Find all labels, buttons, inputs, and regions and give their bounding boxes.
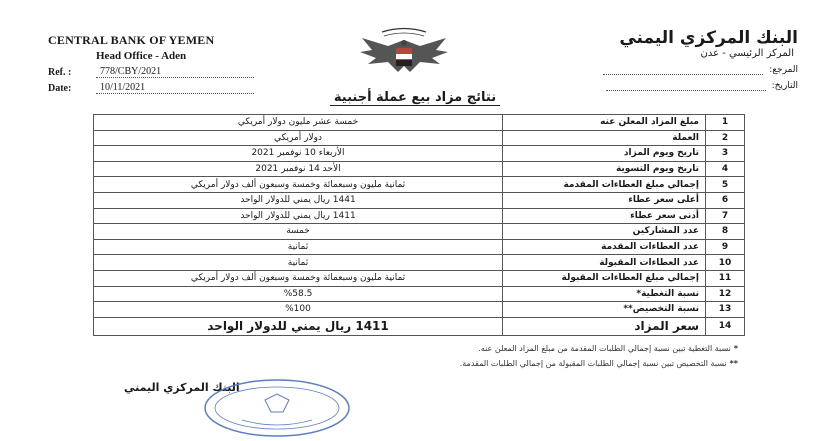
row-value: خمسة: [94, 224, 503, 240]
table-row: [94, 224, 745, 240]
table-row: [94, 146, 745, 162]
row-value: الأربعاء 10 نوفمبر 2021: [94, 146, 503, 162]
row-label: نسبة التغطية*: [503, 286, 706, 302]
row-number: 6: [706, 192, 745, 208]
eagle-emblem-icon: [354, 26, 454, 78]
official-stamp-icon: [202, 378, 352, 438]
row-label: مبلغ المزاد المعلن عنه: [503, 115, 706, 131]
date-value: 10/11/2021: [96, 82, 254, 94]
row-value: %100: [94, 302, 503, 318]
row-value: الأحد 14 نوفمبر 2021: [94, 161, 503, 177]
date-label: Date:: [48, 83, 72, 94]
row-number: 3: [706, 146, 745, 162]
row-number: 2: [706, 130, 745, 146]
row-value: 1441 ريال يمني للدولار الواحد: [94, 192, 503, 208]
row-label: عدد المشاركين: [503, 224, 706, 240]
table-row: [94, 317, 745, 335]
table-row: [94, 115, 745, 131]
office-en: Head Office - Aden: [96, 50, 187, 62]
row-number: 8: [706, 224, 745, 240]
header-english: [48, 33, 308, 94]
row-number: 5: [706, 177, 745, 193]
footnote-2: [460, 359, 738, 368]
row-label: سعر المزاد: [503, 317, 706, 335]
row-number: 13: [706, 302, 745, 318]
row-label: تاريخ ويوم التسوية: [503, 161, 706, 177]
row-value: دولار أمريكي: [94, 130, 503, 146]
document-title-text: نتائج مزاد بيع عملة أجنبية: [330, 90, 500, 106]
footnote-1: [460, 344, 738, 353]
row-value: خمسة عشر مليون دولار أمريكي: [94, 115, 503, 131]
auction-results-table: [93, 114, 745, 336]
bank-name-en: CENTRAL BANK OF YEMEN: [48, 33, 215, 47]
ref-label-ar: المرجع:: [769, 65, 798, 75]
footnote-mark: **: [729, 359, 738, 368]
table-row: [94, 270, 745, 286]
ref-label: Ref. :: [48, 67, 72, 78]
table-row: [94, 208, 745, 224]
ref-line: [48, 66, 308, 78]
row-value: %58.5: [94, 286, 503, 302]
row-label: عدد العطاءات المقدمة: [503, 239, 706, 255]
table-row: [94, 177, 745, 193]
table-row: [94, 192, 745, 208]
header-arabic: [548, 28, 798, 91]
row-value: ثمانية مليون وسبعمائة وخمسة وسبعون ألف دولار أمريكي: [94, 270, 503, 286]
row-label: عدد العطاءات المقبولة: [503, 255, 706, 271]
row-number: 1: [706, 115, 745, 131]
row-number: 10: [706, 255, 745, 271]
ref-value: 778/CBY/2021: [96, 66, 254, 78]
table-row: [94, 302, 745, 318]
row-label: أدنى سعر عطاء: [503, 208, 706, 224]
ref-blank-ar: [603, 65, 763, 75]
office-ar: المركز الرئيسي - عدن: [700, 48, 794, 59]
table-row: [94, 130, 745, 146]
document-title: [0, 90, 830, 105]
row-label: تاريخ ويوم المزاد: [503, 146, 706, 162]
row-value: ثمانية: [94, 255, 503, 271]
ref-line-ar: [548, 65, 798, 75]
row-value: ثمانية: [94, 239, 503, 255]
footnote-mark: *: [733, 344, 738, 353]
row-label: إجمالي مبلغ العطاءات المقبولة: [503, 270, 706, 286]
row-label: العملة: [503, 130, 706, 146]
row-label: أعلى سعر عطاء: [503, 192, 706, 208]
footnotes: [460, 344, 738, 374]
table-row: [94, 239, 745, 255]
row-number: 14: [706, 317, 745, 335]
footnote-text: نسبة التخصيص تبين نسبة إجمالي الطلبات المقبولة من إجمالي الطلبات المقدمة.: [459, 359, 727, 368]
row-number: 11: [706, 270, 745, 286]
row-number: 4: [706, 161, 745, 177]
table-row: [94, 255, 745, 271]
row-number: 7: [706, 208, 745, 224]
bank-name-ar: البنك المركزي اليمني: [619, 28, 798, 48]
row-number: 9: [706, 239, 745, 255]
row-number: 12: [706, 286, 745, 302]
row-value: ثمانية مليون وسبعمائة وخمسة وسبعون ألف دولار أمريكي: [94, 177, 503, 193]
footnote-text: نسبة التغطية تبين نسبة إجمالي الطلبات المقدمة من مبلغ المزاد المعلن عنه.: [478, 344, 731, 353]
table-row: [94, 161, 745, 177]
row-label: نسبة التخصيص**: [503, 302, 706, 318]
row-value: 1411 ريال يمني للدولار الواحد: [94, 317, 503, 335]
row-label: إجمالي مبلغ العطاءات المقدمة: [503, 177, 706, 193]
row-value: 1411 ريال يمني للدولار الواحد: [94, 208, 503, 224]
table-row: [94, 286, 745, 302]
signature-label: البنك المركزي اليمني: [124, 381, 240, 394]
date-label-ar: التاريخ:: [771, 81, 798, 91]
